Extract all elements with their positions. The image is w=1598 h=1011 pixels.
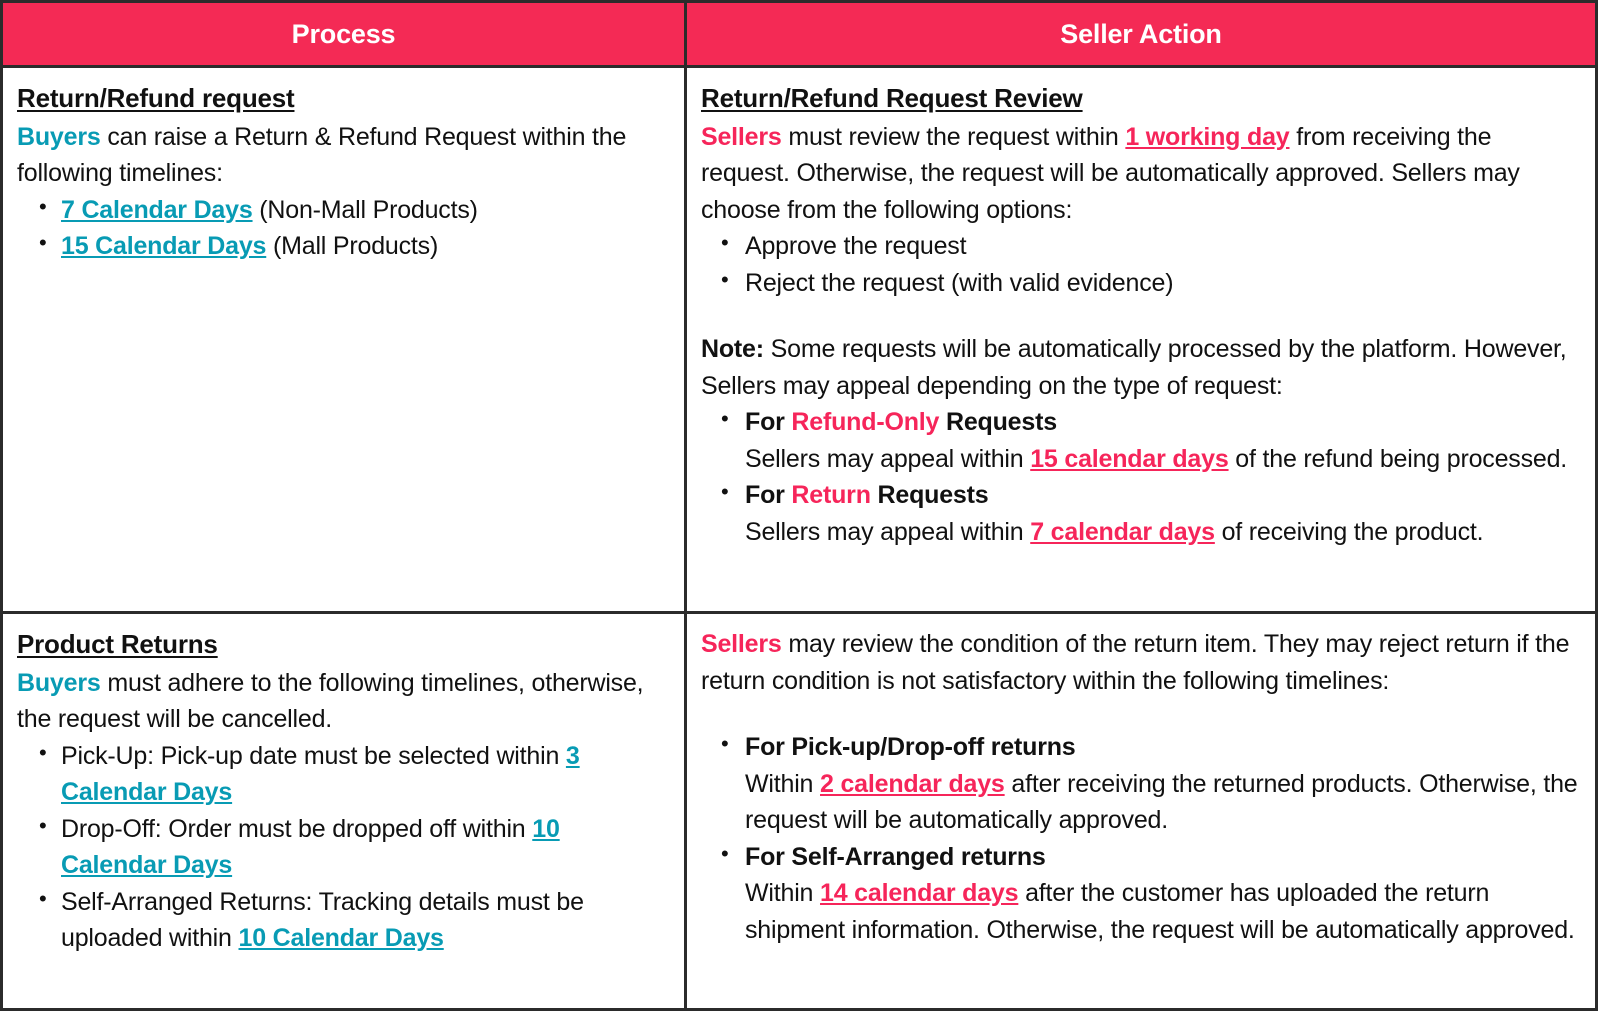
table-row	[3, 614, 1595, 1008]
note-text: Some requests will be automatically processed by the platform. However, Sellers may appeal depending on the type of request:	[701, 335, 1567, 400]
list-item	[61, 884, 670, 957]
seller-heading: Return/Refund Request Review	[701, 83, 1083, 113]
appeal-body-post: of the refund being processed.	[1228, 444, 1568, 473]
seller-intro-paragraph	[701, 119, 1581, 229]
return-type-body	[745, 766, 1581, 839]
appeal-body	[745, 441, 1581, 478]
appeal-title-pre: For	[745, 408, 792, 437]
appeal-days-emphasis: 15 calendar days	[1030, 444, 1229, 473]
cell-process-return-refund-request	[3, 68, 687, 611]
appeal-title-post: Requests	[870, 481, 989, 510]
seller-intro-rest: from receiving the request. Otherwise, the request will be automatically approved. Sellers may choose from the following options:	[701, 122, 1520, 224]
column-header-seller-action	[687, 3, 1595, 65]
working-day-emphasis: 1 working day	[1125, 122, 1290, 151]
return-days-emphasis: 10 Calendar Days	[238, 924, 444, 953]
table-row	[3, 68, 1595, 614]
note-label: Note:	[701, 335, 764, 364]
timeline-emphasis: 7 Calendar Days	[61, 195, 253, 224]
appeal-body-pre: Sellers may appeal within	[745, 517, 1031, 546]
return-method-pre: Drop-Off: Order must be dropped off within	[61, 814, 533, 843]
list-item	[61, 738, 670, 811]
return-days-emphasis: 14 calendar days	[820, 879, 1019, 907]
column-header-process-label: Process	[291, 18, 396, 49]
process-heading: Return/Refund request	[17, 83, 295, 113]
list-item	[745, 729, 1581, 839]
cell-seller-return-refund-review	[687, 68, 1595, 611]
return-type-body	[745, 875, 1581, 948]
appeal-body-post: of receiving the product.	[1214, 517, 1484, 546]
list-item	[61, 228, 670, 265]
return-days-emphasis: 3 Calendar Days	[61, 741, 580, 807]
cell-process-product-returns	[3, 614, 687, 1008]
seller-options-list	[701, 228, 1581, 301]
refund-only-emphasis: Refund-Only	[791, 408, 940, 437]
return-body-post: after receiving the returned products. Otherwise, the request will be automatically approved.	[745, 769, 1578, 834]
seller-appeal-list	[701, 404, 1581, 550]
list-item	[61, 811, 670, 884]
return-method-pre: Self-Arranged Returns: Tracking details must be uploaded within	[61, 887, 584, 953]
list-item	[61, 192, 670, 229]
column-header-process	[3, 3, 687, 65]
list-item	[745, 477, 1581, 550]
seller-returns-list	[701, 729, 1581, 948]
list-item	[745, 839, 1581, 949]
buyers-emphasis: Buyers	[17, 122, 101, 151]
seller-intro-mid: must review the request within	[781, 122, 1126, 151]
appeal-body-pre: Sellers may appeal within	[745, 444, 1031, 473]
seller-intro-rest: may review the condition of the return item. They may reject return if the return condition is not satisfactory within the following timelines:	[701, 630, 1570, 695]
process-returns-list	[17, 738, 670, 957]
process-intro-rest: can raise a Return & Refund Request within the following timelines:	[17, 122, 627, 188]
table-header-row	[3, 3, 1595, 68]
appeal-days-emphasis: 7 calendar days	[1030, 517, 1215, 546]
appeal-title-post: Requests	[939, 408, 1057, 437]
paragraph-spacer	[701, 699, 1581, 729]
return-emphasis: Return	[791, 481, 871, 510]
process-intro-paragraph	[17, 665, 670, 738]
table-body	[3, 68, 1595, 1008]
return-type-title: For Pick-up/Drop-off returns	[745, 733, 1076, 761]
process-intro-paragraph	[17, 119, 670, 192]
paragraph-spacer	[701, 301, 1581, 331]
return-days-emphasis: 10 Calendar Days	[61, 814, 560, 880]
timeline-rest: (Non-Mall Products)	[252, 195, 478, 224]
return-method-pre: Pick-Up: Pick-up date must be selected within	[61, 741, 566, 770]
sellers-emphasis: Sellers	[701, 122, 782, 151]
sellers-emphasis: Sellers	[701, 630, 782, 658]
list-item	[745, 404, 1581, 477]
timeline-rest: (Mall Products)	[266, 232, 439, 261]
appeal-body	[745, 514, 1581, 551]
cell-seller-product-returns	[687, 614, 1595, 1008]
seller-intro-paragraph	[701, 626, 1581, 699]
process-intro-rest: must adhere to the following timelines, otherwise, the request will be cancelled.	[17, 668, 644, 734]
return-body-pre: Within	[745, 879, 821, 907]
return-type-title: For Self-Arranged returns	[745, 842, 1046, 871]
process-heading: Product Returns	[17, 629, 218, 659]
list-item: • Reject the request (with valid evidence)	[745, 265, 1581, 302]
return-days-emphasis: 2 calendar days	[820, 769, 1005, 798]
appeal-title-pre: For	[745, 481, 792, 510]
buyers-emphasis: Buyers	[17, 668, 101, 697]
seller-note-paragraph	[701, 331, 1581, 404]
process-timeline-list	[17, 192, 670, 265]
column-header-seller-action-label: Seller Action	[1060, 18, 1222, 49]
return-body-pre: Within	[745, 769, 821, 798]
return-body-post: after the customer has uploaded the return shipment information. Otherwise, the request will be automatically approved.	[745, 879, 1575, 944]
timeline-emphasis: 15 Calendar Days	[61, 232, 267, 261]
list-item: • Approve the request	[745, 228, 1581, 265]
